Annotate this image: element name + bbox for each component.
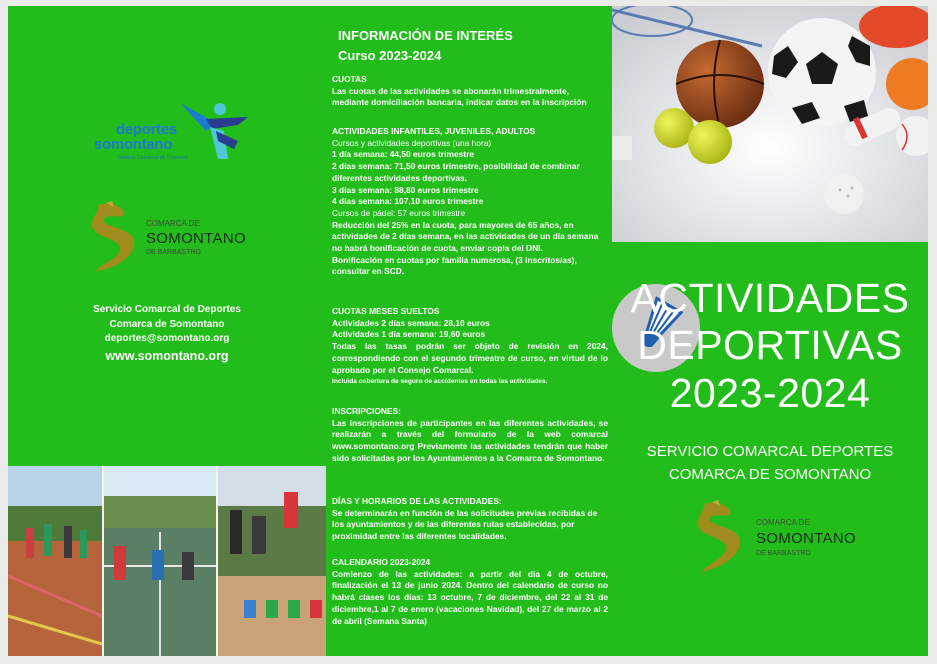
contact-email[interactable]: deportes@somontano.org [104, 333, 230, 344]
activity-photos [8, 466, 326, 656]
somontano-bottom-text-right: DE BARBASTRO [756, 550, 811, 557]
photo-court-exercise [104, 466, 216, 656]
cuotas-text: Las cuotas de las actividades se abonarán trimestralmente, mediante domiciliación bancaria, indicar datos en la inscripción [332, 85, 587, 108]
title-years: 2023-2024 [669, 370, 871, 416]
inscripciones-title: INSCRIPCIONES: [332, 406, 401, 416]
section-inscripciones [332, 406, 608, 465]
title-deportivas: DEPORTIVAS [637, 322, 903, 368]
contact-service: Servicio Comarcal de Deportes [93, 304, 241, 315]
section-dias-horarios [332, 496, 608, 543]
somontano-word: somontano [94, 136, 173, 153]
course-heading: Curso 2023-2024 [338, 48, 442, 63]
sports-balls-photo [612, 6, 928, 242]
meses-line-3: Todas las tasas podrán ser objeto de revisión en 2024, correspondiendo con el segundo trimestre de curso, en virtud de lo aprobado por el Consejo Comarcal. [332, 341, 608, 375]
comarca-name: COMARCA DE SOMONTANO [668, 466, 872, 483]
actividades-line-1: Cursos y actividades deportivas (una hora) [332, 137, 492, 148]
photo-jumping-group [218, 466, 326, 656]
left-panel [8, 6, 326, 656]
middle-panel [326, 6, 612, 656]
info-heading: INFORMACIÓN DE INTERÉS [338, 28, 513, 43]
somontano-top-text-right: COMARCA DE [756, 518, 810, 527]
actividades-line-5: 4 días semana: 107,10 euros trimestre [332, 196, 484, 207]
right-panel [612, 6, 928, 656]
somontano-s-icon [692, 500, 752, 580]
calendario-title: CALENDARIO 2023-2024 [332, 557, 431, 567]
meses-line-4: Incluida cobertura de seguro de accidentes en todas las actividades. [332, 378, 548, 386]
section-calendario [332, 557, 608, 627]
meses-title: CUOTAS MESES SUELTOS [332, 306, 440, 316]
section-actividades [332, 126, 608, 278]
dias-title: DÍAS Y HORARIOS DE LAS ACTIVIDADES: [332, 496, 502, 506]
somontano-top-text: COMARCA DE [146, 219, 200, 228]
service-name: SERVICIO COMARCAL DEPORTES [646, 443, 894, 460]
somontano-bottom-text: DE BARBASTRO [146, 249, 201, 256]
deportes-word: deportes [116, 121, 177, 138]
actividades-line-4: 3 días semana: 88,80 euros trimestre [332, 184, 479, 195]
actividades-line-3: 2 días semana: 71,50 euros trimestre, posibilidad de combinar diferentes actividades deportivas. [332, 161, 580, 183]
meses-line-1: Actividades 2 días semana: 28,10 euros [332, 317, 490, 328]
actividades-line-8: Bonificación en cuotas por familia numerosa, (3 inscritos/as), consultar en SCD. [332, 254, 577, 277]
photo-running-kids [8, 466, 102, 656]
section-cuotas [332, 74, 608, 109]
meses-line-2: Actividades 1 día semana: 19,60 euros [332, 329, 486, 340]
section-meses-sueltos [332, 306, 608, 388]
actividades-line-2: 1 día semana: 44,50 euros trimestre [332, 149, 474, 160]
contact-website[interactable]: www.somontano.org [105, 349, 229, 363]
actividades-line-6: Cursos de pádel: 57 euros trimestre [332, 207, 466, 218]
somontano-main-text-right: SOMONTANO [756, 530, 856, 547]
actividades-line-7: Reducción del 25% en la cuota, para mayores de 65 años, en actividades de 2 días semana, en las actividades de un día semana no habrá bonificación de cuota, enviar copia del DNI. [332, 219, 599, 254]
brochure-sheet [8, 6, 928, 656]
dias-text: Se determinarán en función de las solicitudes previas recibidas de los ayuntamientos y de las diferentes rutas establecidas, por proximidad entre las diferentes localidades. [332, 507, 598, 542]
deportes-subtitle: Servicio Comarcal de Deportes [118, 155, 188, 161]
somontano-s-icon [86, 201, 146, 276]
calendario-text: Comienzo de las actividades: a partir del día 4 de octubre, finalización el 13 de junio 2024. Dentro del calendario de curso no habrá clases los días: 13 octubre, 7 de diciembre, del 22 al 31 de diciembre,1 al 7 de enero (vacaciones Navidad), del 27 de marzo al 2 de abril (Semana Santa) [332, 568, 608, 626]
somontano-main-text: SOMONTANO [146, 230, 246, 247]
cuotas-title: CUOTAS [332, 74, 367, 84]
title-actividades: ACTIVIDADES [630, 275, 910, 321]
inscripciones-text: Las inscripciones de participantes en las diferentes actividades, se realizarán a través del formulario de la web comarcal www.somontano.org Previamente las actividades tendrán que haber sido solicitadas por los Ayuntamientos a la Comarca de Somontano. [332, 417, 608, 463]
contact-comarca: Comarca de Somontano [109, 319, 225, 330]
actividades-title: ACTIVIDADES INFANTILES, JUVENILES, ADULTOS [332, 126, 536, 136]
